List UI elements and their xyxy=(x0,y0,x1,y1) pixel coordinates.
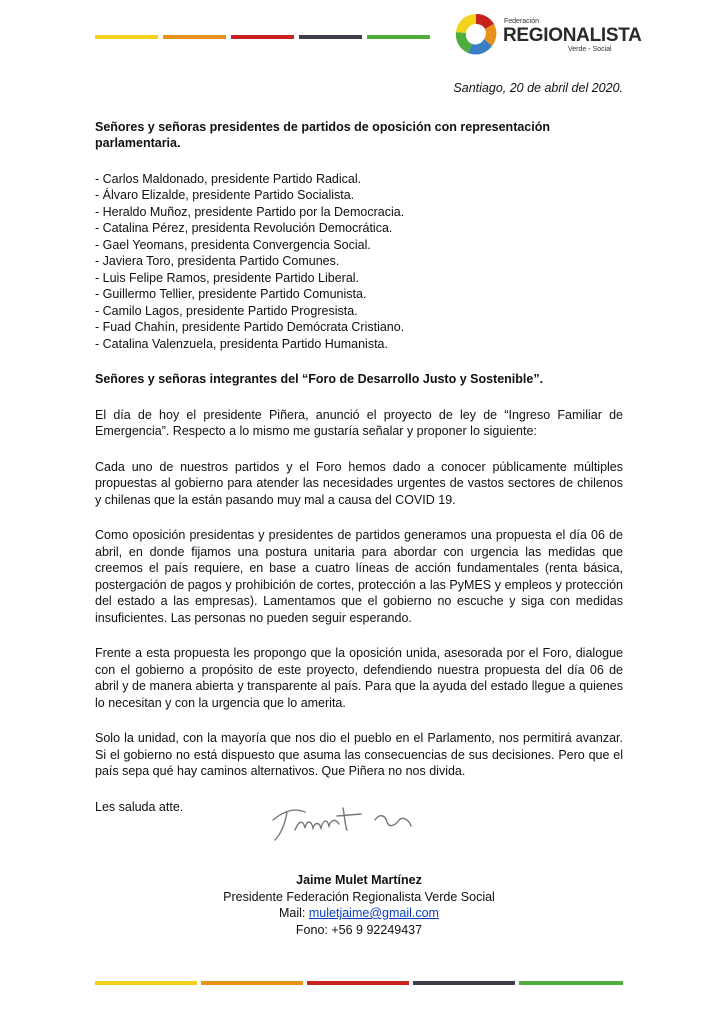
logo-name-text: REGIONALISTA xyxy=(503,25,642,46)
signer-mail xyxy=(95,905,623,922)
federation-logo xyxy=(452,10,642,60)
logo-emblem-icon xyxy=(452,10,500,58)
list-item: - Gael Yeomans, presidenta Convergencia Social. xyxy=(95,237,371,252)
stripe-orange xyxy=(201,981,303,985)
paragraph-closing: Les saluda atte. xyxy=(95,799,184,814)
signer-name: Jaime Mulet Martínez xyxy=(296,873,422,887)
paragraph-opposition: Como oposición presidentas y presidentes de partidos generamos una propuesta el día 06 de abril, en donde fijamos una postura unitaria para abordar con urgencia las medidas que creemos el país requiere, en base a cuatro líneas de acción fundamentales (renta básica, postergación de pagos y prohibición de cortes, protección a las PyMES y empleos y protección del estado a las empresas). Lamentamos que el gobierno no escuche y siga con medidas insuficientes. Las personas no pueden seguir esperando. xyxy=(95,528,623,625)
list-item: - Fuad Chahín, presidente Partido Demócrata Cristiano. xyxy=(95,320,405,334)
list-item: - Camilo Lagos, presidente Partido Progresista. xyxy=(95,303,358,318)
paragraph-unity: Solo la unidad, con la mayoría que nos dio el pueblo en el Parlamento, nos permitirá avanzar. Si el gobierno no está dispuesto que asuma las consecuencias de sus decisiones. Pero que el país sepa qué hay caminos alternativos. Que Piñera no nos divida. xyxy=(95,731,623,778)
signer-title: Presidente Federación Regionalista Verde Social xyxy=(223,889,495,904)
stripe-dark xyxy=(299,35,362,39)
handwritten-signature xyxy=(265,790,445,850)
list-item: - Catalina Valenzuela, presidenta Partido Humanista. xyxy=(95,336,388,351)
paragraph-dialogue: Frente a esta propuesta les propongo que la oposición unida, asesorada por el Foro, dialogue con el gobierno a propósito de este proyecto, defendiendo nuestra propuesta del día 06 de abril y de manera abierta y transparente al país. Para que la ayuda del estado llegue a quienes lo necesitan y con la urgencia que lo amerita. xyxy=(95,646,623,710)
list-item: - Catalina Pérez, presidenta Revolución Democrática. xyxy=(95,221,393,235)
letter-date: Santiago, 20 de abril del 2020. xyxy=(453,81,623,95)
letter-body xyxy=(95,80,623,815)
list-item: - Guillermo Tellier, presidente Partido Comunista. xyxy=(95,287,367,301)
stripe-orange xyxy=(163,35,226,39)
list-item: - Álvaro Elizalde, presidente Partido Socialista. xyxy=(95,188,355,202)
stripe-red xyxy=(231,35,294,39)
addressee-heading: Señores y señoras presidentes de partidos de oposición con representación parlamentaria. xyxy=(95,119,550,150)
list-item: - Carlos Maldonado, presidente Partido Radical. xyxy=(95,171,362,186)
mail-label: Mail: xyxy=(279,906,309,920)
mail-link[interactable]: muletjaime@gmail.com xyxy=(308,906,439,920)
bottom-color-stripes xyxy=(95,981,623,985)
paragraph-proposals: Cada uno de nuestros partidos y el Foro hemos dado a conocer públicamente múltiples propuestas al gobierno para atender las necesidades urgentes de vastos sectores de chilenos y chilenas que la están pasando muy mal a causa del COVID 19. xyxy=(95,459,623,507)
paragraph-announcement: El día de hoy el presidente Piñera, anunció el proyecto de ley de “Ingreso Familiar de Emergencia”. Respecto a lo mismo me gustaría señalar y proponer lo siguiente: xyxy=(95,407,623,438)
signature-block xyxy=(95,872,623,938)
stripe-green xyxy=(367,35,430,39)
logo-subtitle-text: Verde - Social xyxy=(568,46,612,53)
stripe-green xyxy=(519,981,623,985)
addressee-list xyxy=(95,171,623,353)
list-item: - Luis Felipe Ramos, presidente Partido Liberal. xyxy=(95,270,360,285)
top-color-stripes xyxy=(95,35,430,39)
stripe-yellow xyxy=(95,981,197,985)
list-item: - Heraldo Muñoz, presidente Partido por la Democracia. xyxy=(95,204,405,219)
stripe-red xyxy=(307,981,409,985)
stripe-yellow xyxy=(95,35,158,39)
forum-heading: Señores y señoras integrantes del “Foro de Desarrollo Justo y Sostenible”. xyxy=(95,372,544,386)
list-item: - Javiera Toro, presidenta Partido Comunes. xyxy=(95,254,340,268)
logo-federation-text: Federación xyxy=(504,18,540,25)
stripe-dark xyxy=(413,981,515,985)
signer-phone: Fono: +56 9 92249437 xyxy=(295,922,423,937)
